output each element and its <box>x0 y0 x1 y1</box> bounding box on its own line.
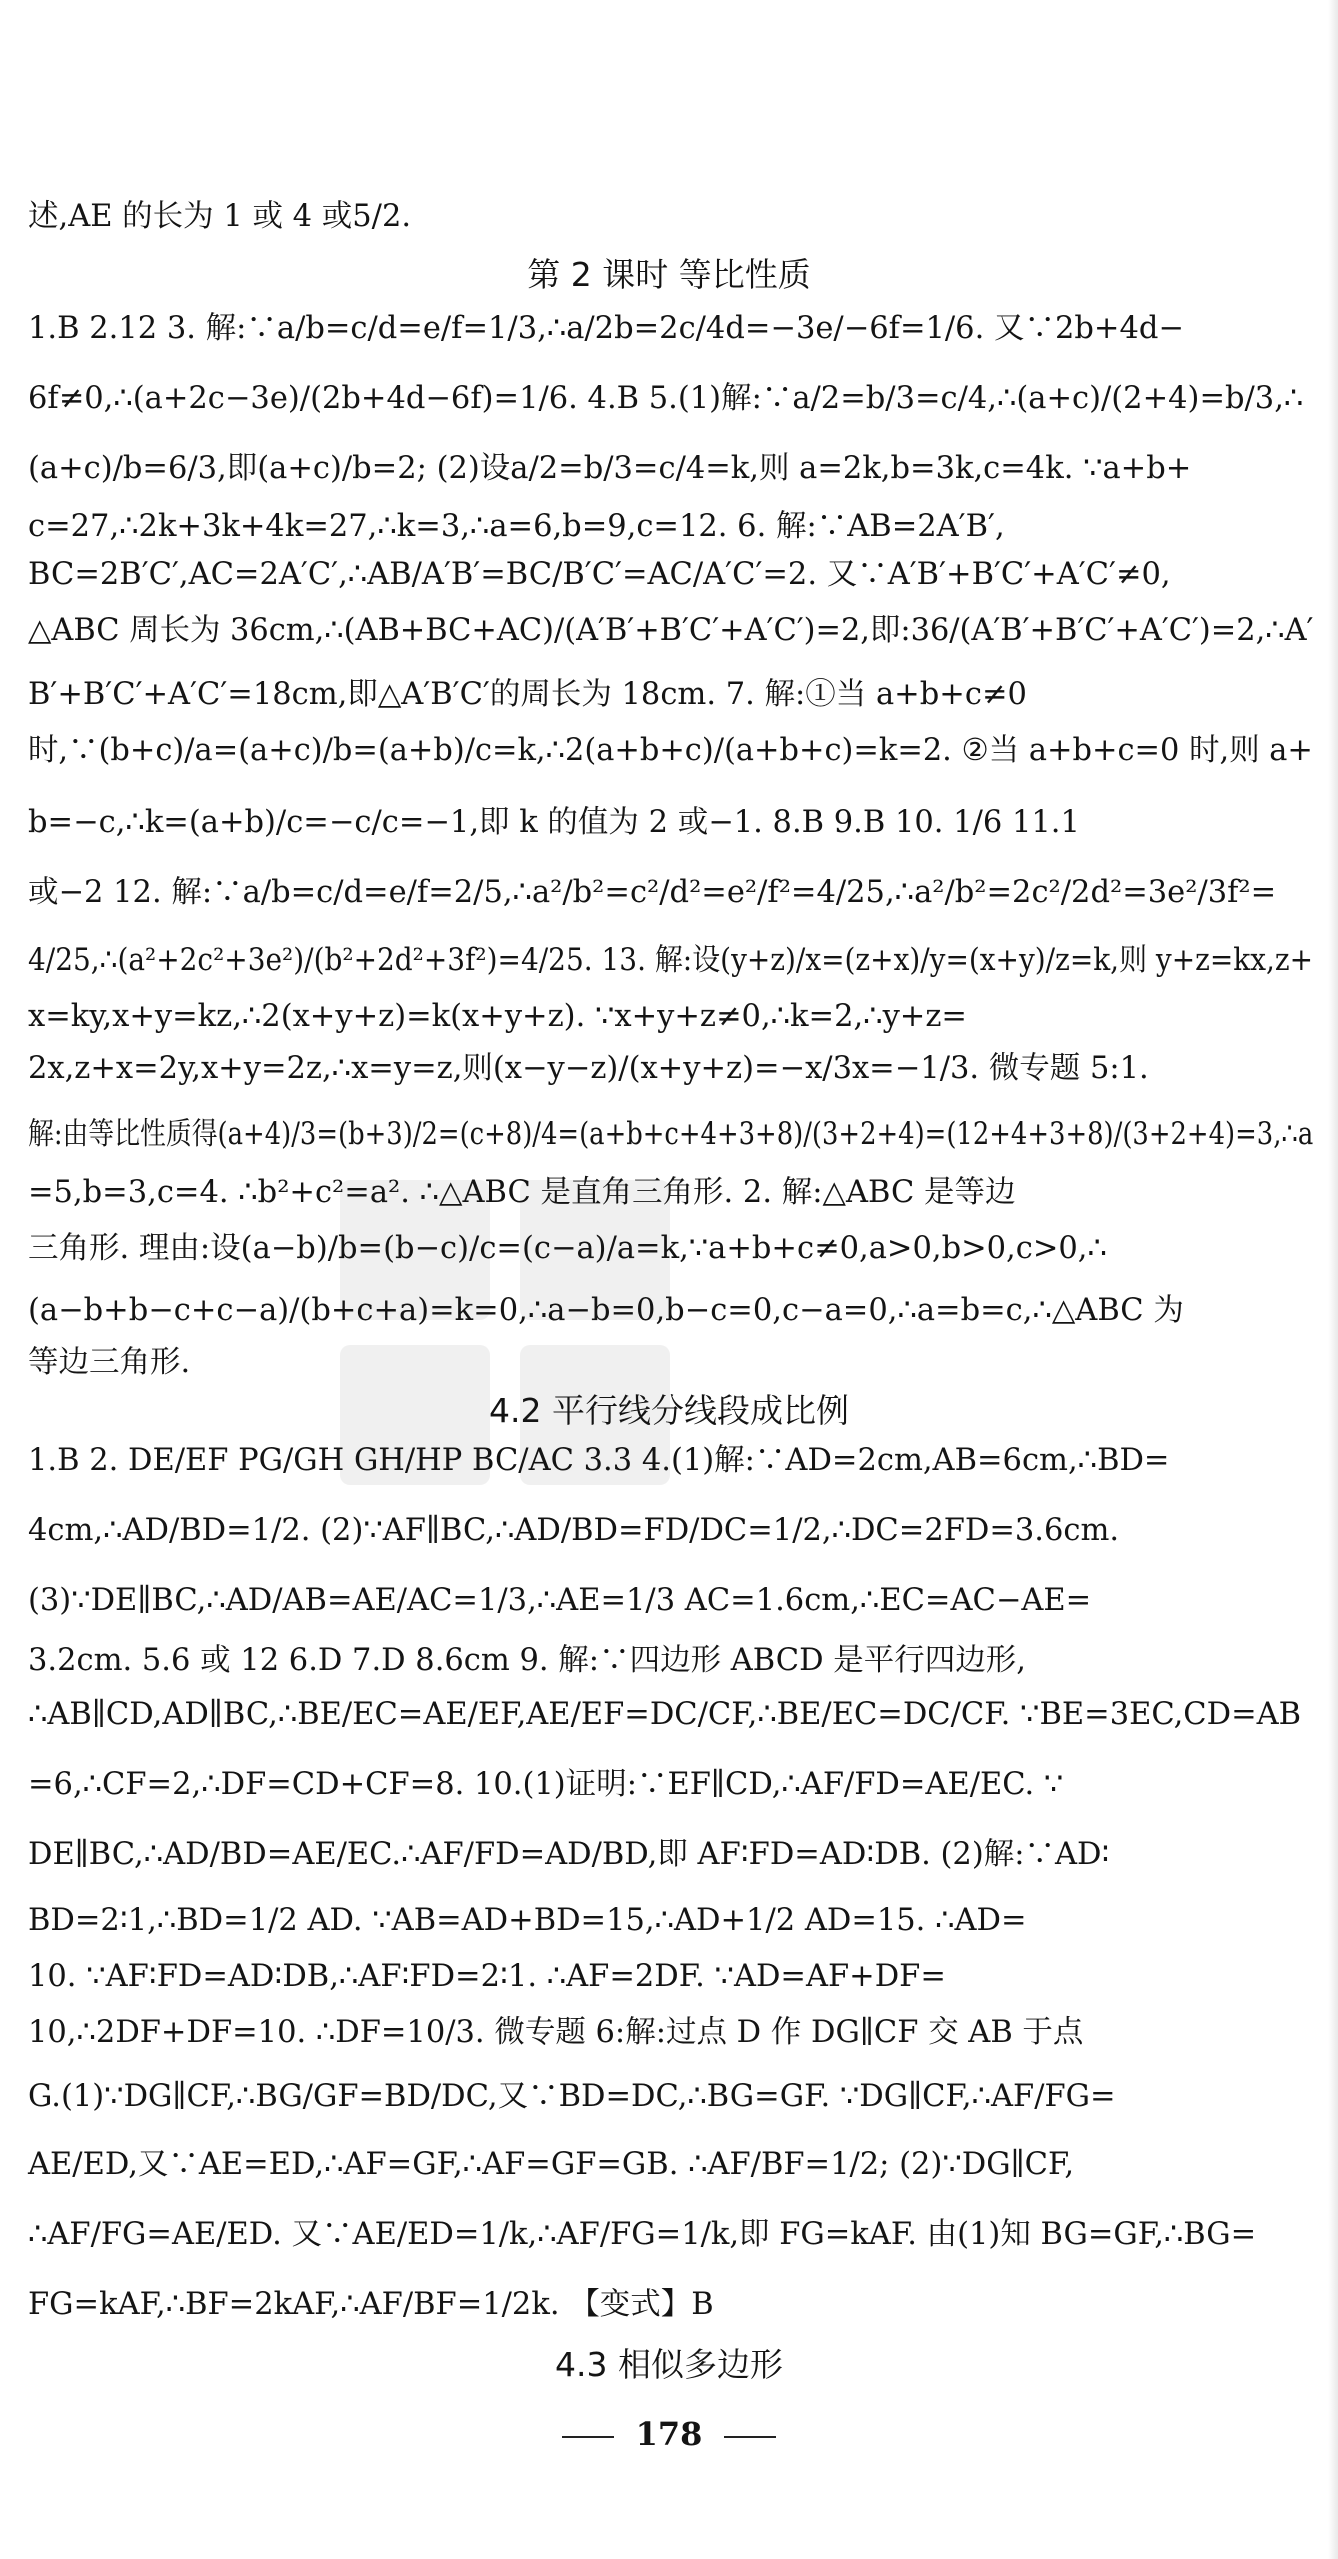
text-line: c=27,∴2k+3k+4k=27,∴k=3,∴a=6,b=9,c=12. 6. 解:∵AB=2A′B′, <box>28 509 1005 544</box>
text-line: =5,b=3,c=4. ∴b²+c²=a². ∴△ABC 是直角三角形. 2. 解:△ABC 是等边 <box>28 1175 1016 1210</box>
footer-dash-left <box>562 2436 614 2438</box>
text-line: DE∥BC,∴AD/BD=AE/EC.∴AF/FD=AD/BD,即 AF∶FD=AD∶DB. (2)解:∵AD∶ <box>28 1837 1110 1872</box>
text-line: 10,∴2DF+DF=10. ∴DF=10/3. 微专题 6:解:过点 D 作 DG∥CF 交 AB 于点 <box>28 2015 1084 2050</box>
text-line: 1.B 2. DE/EF PG/GH GH/HP BC/AC 3.3 4.(1)解:∵AD=2cm,AB=6cm,∴BD= <box>28 1443 1170 1478</box>
text-line: 2x,z+x=2y,x+y=2z,∴x=y=z,则(x−y−z)/(x+y+z)=−x/3x=−1/3. 微专题 5:1. <box>28 1051 1149 1086</box>
text-line: B′+B′C′+A′C′=18cm,即△A′B′C′的周长为 18cm. 7. 解:①当 a+b+c≠0 <box>28 677 1027 712</box>
text-line: 4cm,∴AD/BD=1/2. (2)∵AF∥BC,∴AD/BD=FD/DC=1/2,∴DC=2FD=3.6cm. <box>28 1513 1120 1548</box>
text-line: ∴AF/FG=AE/ED. 又∵AE/ED=1/k,∴AF/FG=1/k,即 FG=kAF. 由(1)知 BG=GF,∴BG= <box>28 2217 1257 2252</box>
text-line: (3)∵DE∥BC,∴AD/AB=AE/AC=1/3,∴AE=1/3 AC=1.6cm,∴EC=AC−AE= <box>28 1583 1092 1618</box>
text-line: 三角形. 理由:设(a−b)/b=(b−c)/c=(c−a)/a=k,∵a+b+c≠0,a>0,b>0,c>0,∴ <box>28 1231 1107 1266</box>
text-line: 3.2cm. 5.6 或 12 6.D 7.D 8.6cm 9. 解:∵四边形 ABCD 是平行四边形, <box>28 1643 1026 1678</box>
text-line: 等边三角形. <box>28 1345 191 1380</box>
text-line: (a−b+b−c+c−a)/(b+c+a)=k=0,∴a−b=0,b−c=0,c−a=0,∴a=b=c,∴△ABC 为 <box>28 1293 1184 1328</box>
text-line: 4/25,∴(a²+2c²+3e²)/(b²+2d²+3f²)=4/25. 13. 解:设(y+z)/x=(z+x)/y=(x+y)/z=k,则 y+z=kx,z+ <box>28 943 1314 978</box>
page-footer <box>0 2415 1338 2453</box>
text-line: 解:由等比性质得(a+4)/3=(b+3)/2=(c+8)/4=(a+b+c+4+3+8)/(3+2+4)=(12+4+3+8)/(3+2+4)=3,∴a <box>28 1117 1314 1152</box>
text-line: x=ky,x+y=kz,∴2(x+y+z)=k(x+y+z). ∵x+y+z≠0,∴k=2,∴y+z= <box>28 999 967 1034</box>
text-line: BD=2∶1,∴BD=1/2 AD. ∵AB=AD+BD=15,∴AD+1/2 AD=15. ∴AD= <box>28 1903 1027 1938</box>
text-line: FG=kAF,∴BF=2kAF,∴AF/BF=1/2k. 【变式】B <box>28 2287 714 2322</box>
text-line: BC=2B′C′,AC=2A′C′,∴AB/A′B′=BC/B′C′=AC/A′C′=2. 又∵A′B′+B′C′+A′C′≠0, <box>28 557 1171 592</box>
text-line: G.(1)∵DG∥CF,∴BG/GF=BD/DC,又∵BD=DC,∴BG=GF. ∵DG∥CF,∴AF/FG= <box>28 2079 1116 2114</box>
text-line: 10. ∵AF∶FD=AD∶DB,∴AF∶FD=2∶1. ∴AF=2DF. ∵AD=AF+DF= <box>28 1959 946 1994</box>
text-line: b=−c,∴k=(a+b)/c=−c/c=−1,即 k 的值为 2 或−1. 8.B 9.B 10. 1/6 11.1 <box>28 805 1080 840</box>
text-line: 1.B 2.12 3. 解:∵a/b=c/d=e/f=1/3,∴a/2b=2c/4d=−3e/−6f=1/6. 又∵2b+4d− <box>28 311 1184 346</box>
text-line: =6,∴CF=2,∴DF=CD+CF=8. 10.(1)证明:∵EF∥CD,∴AF/FD=AE/EC. ∵ <box>28 1767 1064 1802</box>
text-line: ∴AB∥CD,AD∥BC,∴BE/EC=AE/EF,AE/EF=DC/CF,∴BE/EC=DC/CF. ∵BE=3EC,CD=AB <box>28 1697 1302 1732</box>
text-line: 6f≠0,∴(a+2c−3e)/(2b+4d−6f)=1/6. 4.B 5.(1)解:∵a/2=b/3=c/4,∴(a+c)/(2+4)=b/3,∴ <box>28 381 1304 416</box>
text-line: 时,∵(b+c)/a=(a+c)/b=(a+b)/c=k,∴2(a+b+c)/(a+b+c)=k=2. ②当 a+b+c=0 时,则 a+ <box>28 733 1313 768</box>
text-line: (a+c)/b=6/3,即(a+c)/b=2; (2)设a/2=b/3=c/4=k,则 a=2k,b=3k,c=4k. ∵a+b+ <box>28 451 1192 486</box>
text-line: 述,AE 的长为 1 或 4 或5/2. <box>28 199 412 234</box>
section-heading-ratio-property: 第 2 课时 等比性质 <box>527 255 811 294</box>
text-line: △ABC 周长为 36cm,∴(AB+BC+AC)/(A′B′+B′C′+A′C′)=2,即:36/(A′B′+B′C′+A′C′)=2,∴A′ <box>28 613 1314 648</box>
text-line: AE/ED,又∵AE=ED,∴AF=GF,∴AF=GF=GB. ∴AF/BF=1/2; (2)∵DG∥CF, <box>28 2147 1075 2182</box>
page-number: 178 <box>635 2415 703 2453</box>
page-edge-shadow <box>1328 0 1338 2559</box>
footer-dash-right <box>724 2436 776 2438</box>
text-line: 或−2 12. 解:∵a/b=c/d=e/f=2/5,∴a²/b²=c²/d²=e²/f²=4/25,∴a²/b²=2c²/2d²=3e²/3f²= <box>28 875 1277 910</box>
section-heading-4-2: 4.2 平行线分线段成比例 <box>489 1391 849 1430</box>
section-heading-4-3: 4.3 相似多边形 <box>555 2345 783 2384</box>
